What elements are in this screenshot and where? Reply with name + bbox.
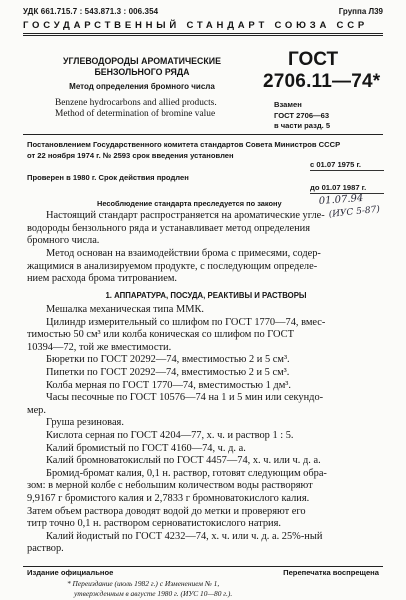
reissue-footnote [67, 579, 367, 598]
section-1-line: Колба мерная по ГОСТ 1770—74, вместимостью 1 дм³. [46, 379, 291, 391]
title-ru-line-2: БЕНЗОЛЬНОГО РЯДА [94, 67, 190, 77]
section-1-line: 10394—72, той же вместимости. [27, 341, 172, 353]
replaces-note [274, 100, 384, 132]
decree-line-2: от 22 ноября 1974 г. № 2593 срок введения установлен [27, 150, 234, 160]
footnote-line-1: * Переиздание (июль 1982 г.) с Изменением № 1, [67, 579, 220, 588]
intro-p1-line-1: Настоящий стандарт распространяется на ароматические угле- [46, 210, 325, 221]
section-1-line: Бромид-бромат калия, 0,1 н. раствор, готовят следующим обра- [46, 467, 327, 479]
udk-code: УДК 661.715.7 : 543.871.3 : 006.354 [23, 7, 159, 16]
section-1-line: Груша резиновая. [46, 417, 124, 429]
intro-p2-line-1: Метод основан на взаимодействии брома с примесями, содер- [46, 248, 321, 260]
decree-rule [23, 134, 383, 135]
title-ru-line-1: УГЛЕВОДОРОДЫ АРОМАТИЧЕСКИЕ [63, 56, 221, 66]
title-en-line-1: Benzene hydrocarbons and allied products. [55, 98, 217, 108]
intro-p2-line-3: нием расхода брома титрованием. [27, 273, 178, 285]
section-1-line: тимостью 50 см³ или колба коническая со шлифом по ГОСТ [27, 329, 294, 341]
section-1-line: Мешалка механическая типа ММК. [46, 304, 205, 315]
gost-number: 2706.11—74* [263, 71, 381, 92]
section-1-line: раствор. [27, 543, 64, 555]
section-1-line: Пипетки по ГОСТ 20292—74, вместимостью 2 и 5 см³. [46, 366, 290, 378]
replaces-line-1: Взамен [274, 100, 302, 109]
violation-notice: Несоблюдение стандарта преследуется по закону [97, 199, 282, 208]
title-en-line-2: Method of determination of bromine value [55, 109, 216, 119]
section-1-line: Калий бромистый по ГОСТ 4160—74, ч. д. а. [46, 442, 246, 454]
section-1-line: 9,9167 г бромистого калия и 2,7833 г бромноватокислого калия. [27, 492, 310, 504]
intro-p1-line-2: водороды бензольного ряда и устанавливает метод определения [27, 222, 310, 234]
method-title-russian: Метод определения бромного числа [69, 82, 215, 91]
intro-paragraph-1 [27, 210, 385, 248]
section-1-line: Бюретки по ГОСТ 20292—74, вместимостью 2 и 5 см³. [46, 354, 290, 366]
section-1-line: Калий бромноватокислый по ГОСТ 4457—74, х. ч. или ч. д. а. [46, 455, 321, 467]
title-russian [42, 56, 242, 78]
replaces-line-3: в части разд. 5 [274, 121, 331, 130]
handwritten-ius: (ИУС 5-87) [328, 204, 381, 220]
section-1-line: Калий йодистый по ГОСТ 4232—74, х. ч. или ч. д. а. 25%-ный [46, 530, 323, 542]
intro-text [27, 210, 385, 286]
section-1-text [27, 304, 385, 556]
decree-text [27, 140, 387, 161]
top-header [23, 7, 383, 19]
intro-p2-line-2: жащимися в анализируемом продукте, с последующим определе- [27, 260, 318, 272]
replaces-line-2: ГОСТ 2706—63 [274, 110, 330, 120]
section-1-line: мер. [27, 404, 46, 416]
banner-rule [23, 33, 383, 34]
handwritten-date: 01.07.94 [318, 193, 364, 207]
intro-paragraph-2 [27, 248, 385, 286]
group-code: Группа Л39 [338, 7, 383, 16]
intro-p1-line-3: бромного числа. [27, 235, 100, 247]
section-1-line: Часы песочные по ГОСТ 10576—74 на 1 и 5 мин или секундо- [46, 392, 324, 404]
gost-label: ГОСТ [288, 49, 339, 70]
footnote-line-2: утвержденным в августе 1980 г. (ИУС 10—80 г.). [74, 588, 233, 598]
decree-line-1: Постановлением Государственного комитета стандартов Совета Министров СССР [27, 140, 341, 149]
official-edition-label: Издание официальное [27, 568, 114, 577]
footer [23, 567, 383, 579]
section-1-line: Цилиндр измерительный со шлифом по ГОСТ 1770—74, вмес- [46, 316, 326, 328]
section-1-line: Кислота серная по ГОСТ 4204—77, х. ч. и раствор 1 : 5. [46, 429, 294, 441]
section-1-line: зом: в мерной колбе с небольшим количеством воды растворяют [27, 480, 313, 492]
section-1-heading: 1. АППАРАТУРА, ПОСУДА, РЕАКТИВЫ И РАСТВОРЫ [105, 291, 307, 300]
effective-date: с 01.07 1975 г. [310, 160, 361, 169]
banner-rule-2 [23, 35, 383, 36]
review-note: Проверен в 1980 г. Срок действия продлен [27, 173, 189, 182]
reprint-prohibited-label: Перепечатка воспрещена [283, 568, 379, 577]
effective-date-underline [310, 170, 384, 171]
section-1-line: Затем объем раствора доводят водой до метки и проверяют его [27, 505, 306, 517]
extended-date: до 01.07 1987 г. [310, 183, 367, 192]
title-english [55, 98, 255, 120]
section-1-line: титр точно 0,1 н. раствором серноватистокислого натрия. [27, 518, 281, 530]
state-standard-banner: ГОСУДАРСТВЕННЫЙ СТАНДАРТ СОЮЗА ССР [23, 20, 369, 31]
